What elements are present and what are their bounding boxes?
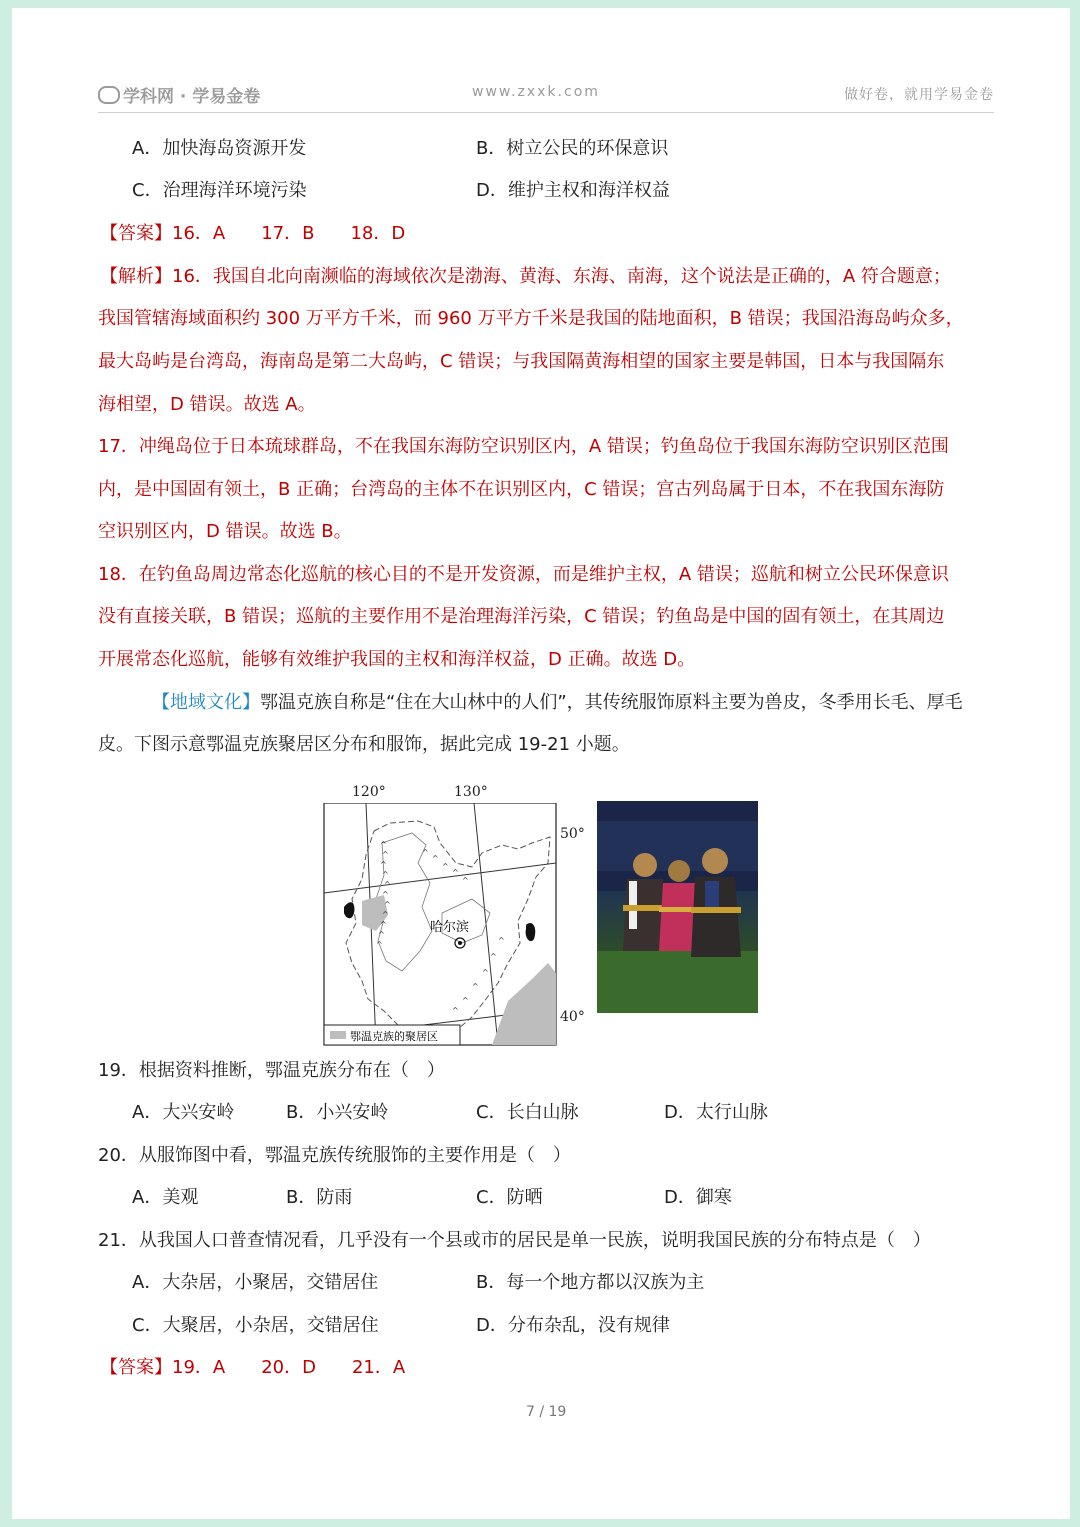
q20-option-c: C．防晒	[476, 1187, 543, 1208]
q18-option-a: A．加快海岛资源开发	[132, 138, 307, 159]
q21-option-d: D．分布杂乱，没有规律	[476, 1315, 670, 1336]
analysis-line-9: 没有直接关联，B 错误；巡航的主要作用不是治理海洋污染，C 错误；钓鱼岛是中国的固有领土，在其周边	[98, 606, 945, 627]
costume-photo	[597, 801, 758, 1013]
answer-text: 16．A 17．B 18．D	[172, 223, 406, 244]
answer-label: 【答案】	[100, 223, 172, 244]
page-number: 7 / 19	[526, 1404, 567, 1420]
intro-line-2: 皮。下图示意鄂温克族聚居区分布和服饰，据此完成 19-21 小题。	[98, 734, 630, 755]
intro-text: 鄂温克族自称是“住在大山林中的人们”，其传统服饰原料主要为兽皮，冬季用长毛、厚毛	[260, 692, 963, 713]
answer-block-1	[100, 222, 405, 246]
map-lon-120-label: 120°	[352, 784, 386, 800]
header-logo	[98, 82, 260, 107]
analysis-text: 16．我国自北向南濒临的海域依次是渤海、黄海、东海、南海，这个说法是正确的，A 符合题意；	[172, 266, 951, 287]
header-slogan: 做好卷，就用学易金卷	[844, 87, 994, 103]
q21-option-a: A．大杂居，小聚居，交错居住	[132, 1272, 379, 1293]
analysis-line-10: 开展常态化巡航，能够有效维护我国的主权和海洋权益，D 正确。故选 D。	[98, 649, 696, 670]
q20-option-b: B．防雨	[286, 1187, 353, 1208]
analysis-line-1	[100, 265, 951, 289]
logo-icon	[98, 86, 120, 104]
distribution-map	[322, 803, 558, 1047]
answer-label: 【答案】	[100, 1357, 172, 1378]
analysis-line-3: 最大岛屿是台湾岛，海南岛是第二大岛屿，C 错误；与我国隔黄海相望的国家主要是韩国，日本与我国隔东	[98, 351, 945, 372]
svg-text:^: ^	[382, 890, 389, 899]
topic-tag: 【地域文化】	[152, 692, 260, 713]
map-lon-130-label: 130°	[454, 784, 488, 800]
svg-text:^: ^	[452, 1006, 459, 1015]
q18-option-c: C．治理海洋环境污染	[132, 180, 307, 201]
map-lat-50-label: 50°	[560, 826, 585, 842]
svg-text:^: ^	[462, 996, 469, 1005]
q19-option-b: B．小兴安岭	[286, 1102, 389, 1123]
svg-text:^: ^	[482, 968, 489, 977]
analysis-line-2: 我国管辖海域面积约 300 万平方千米，而 960 万平方千米是我国的陆地面积，B 错误；我国沿海岛屿众多，	[98, 308, 964, 329]
q18-option-d: D．维护主权和海洋权益	[476, 180, 670, 201]
svg-text:^: ^	[498, 936, 505, 945]
analysis-label: 【解析】	[100, 266, 172, 287]
q20-option-a: A．美观	[132, 1187, 199, 1208]
svg-text:^: ^	[490, 952, 497, 961]
q19-option-a: A．大兴安岭	[132, 1102, 235, 1123]
q20-stem: 20．从服饰图中看，鄂温克族传统服饰的主要作用是（ ）	[98, 1145, 571, 1166]
svg-text:^: ^	[380, 860, 387, 869]
intro-line-1	[152, 691, 963, 715]
document-page	[12, 8, 1070, 1519]
header-site: www.zxxk.com	[472, 84, 600, 100]
svg-text:^: ^	[452, 868, 459, 877]
svg-text:^: ^	[384, 900, 391, 909]
svg-text:^: ^	[382, 850, 389, 859]
answer-text: 19．A 20．D 21．A	[172, 1357, 406, 1378]
svg-text:^: ^	[382, 910, 389, 919]
q21-option-b: B．每一个地方都以汉族为主	[476, 1272, 705, 1293]
analysis-line-6: 内，是中国固有领土，B 正确；台湾岛的主体不在识别区内，C 错误；宫古列岛属于日本，不在我国东海防	[98, 479, 945, 500]
analysis-line-7: 空识别区内，D 错误。故选 B。	[98, 521, 352, 542]
costume-photo-figures	[597, 801, 758, 1013]
svg-text:^: ^	[376, 940, 383, 949]
map-legend-label: 鄂温克族的聚居区	[350, 1030, 438, 1043]
answer-block-2	[100, 1356, 405, 1380]
svg-text:^: ^	[380, 840, 387, 849]
svg-text:^: ^	[378, 930, 385, 939]
page-header	[98, 78, 994, 113]
svg-text:^: ^	[472, 982, 479, 991]
svg-text:^: ^	[384, 880, 391, 889]
svg-text:^: ^	[380, 920, 387, 929]
analysis-line-8: 18．在钓鱼岛周边常态化巡航的核心目的不是开发资源，而是维护主权，A 错误；巡航和树立公民环保意识	[98, 564, 949, 585]
map-city-label: 哈尔滨	[430, 920, 470, 935]
q19-option-c: C．长白山脉	[476, 1102, 579, 1123]
q19-option-d: D．太行山脉	[664, 1102, 768, 1123]
logo-text: 学科网 · 学易金卷	[123, 87, 261, 107]
q21-stem: 21．从我国人口普查情况看，几乎没有一个县或市的居民是单一民族，说明我国民族的分布特点是（ ）	[98, 1230, 931, 1251]
svg-text:^: ^	[462, 876, 469, 885]
q19-stem: 19．根据资料推断，鄂温克族分布在（ ）	[98, 1060, 445, 1081]
svg-text:^: ^	[382, 870, 389, 879]
map-lat-40-label: 40°	[560, 1009, 585, 1025]
svg-text:^: ^	[422, 848, 429, 857]
svg-text:^: ^	[442, 862, 449, 871]
q18-option-b: B．树立公民的环保意识	[476, 138, 669, 159]
q20-option-d: D．御寒	[664, 1187, 732, 1208]
svg-text:^: ^	[432, 854, 439, 863]
analysis-line-5: 17．冲绳岛位于日本琉球群岛，不在我国东海防空识别区内，A 错误；钓鱼岛位于我国东海防空识别区范围	[98, 436, 949, 457]
analysis-line-4: 海相望，D 错误。故选 A。	[98, 394, 316, 415]
q21-option-c: C．大聚居，小杂居，交错居住	[132, 1315, 379, 1336]
